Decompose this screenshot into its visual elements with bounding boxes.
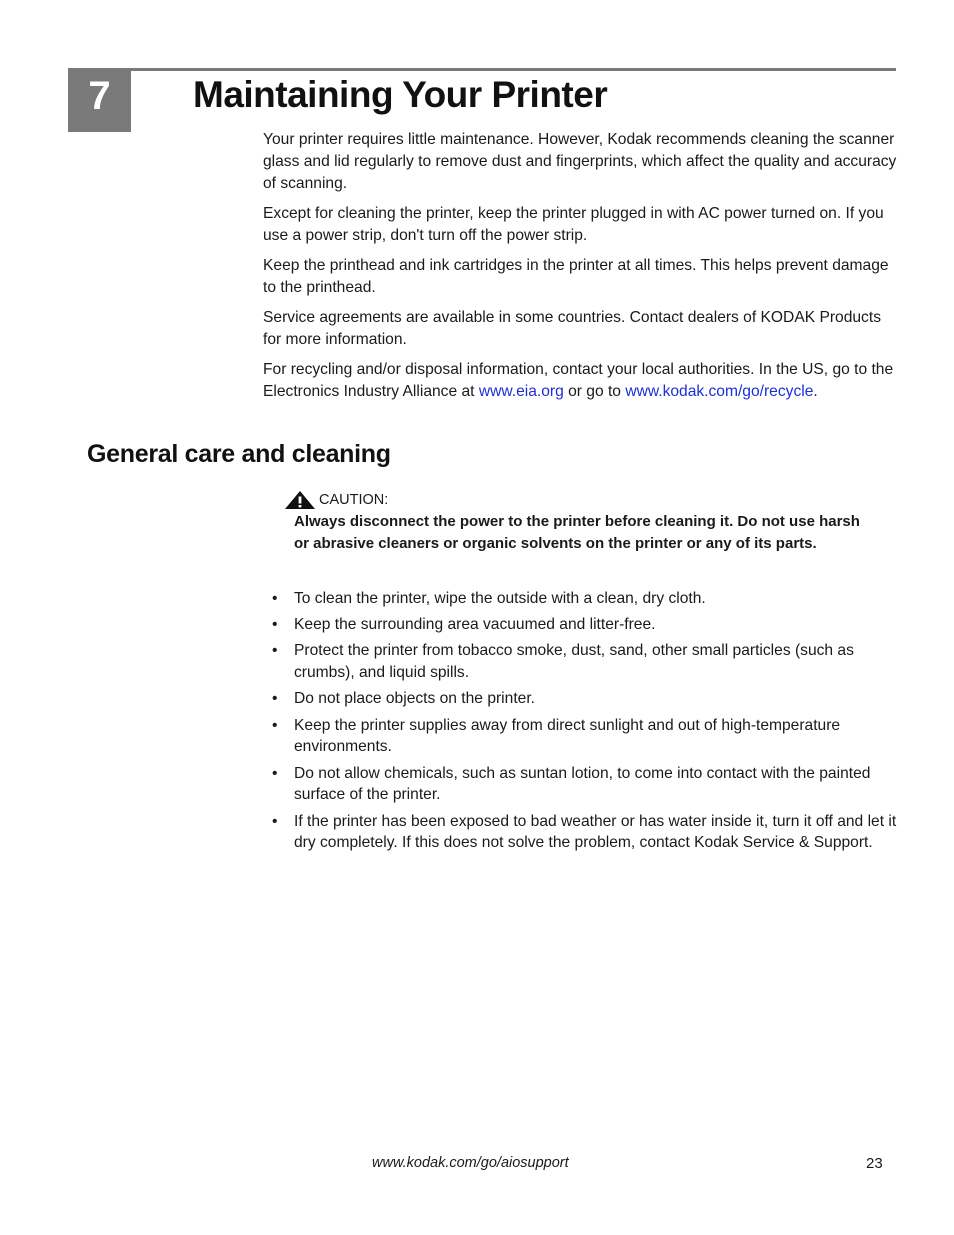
list-item-text: Do not allow chemicals, such as suntan lotion, to come into contact with the painted surface of the printer. <box>294 764 871 804</box>
bullet-icon: • <box>272 812 278 830</box>
list-item-text: Protect the printer from tobacco smoke, dust, sand, other small particles (such as crumbs), and liquid spills. <box>294 642 854 682</box>
caution-label: CAUTION: <box>319 492 389 508</box>
caution-header <box>284 489 896 511</box>
intro-section <box>263 129 899 411</box>
list-item <box>272 640 900 684</box>
list-item <box>272 715 900 759</box>
list-item <box>272 763 900 807</box>
recycling-text-middle: or go to <box>563 382 626 400</box>
list-item <box>272 614 900 636</box>
list-item-text: Keep the surrounding area vacuumed and litter-free. <box>294 616 656 634</box>
page-number: 23 <box>866 1155 883 1172</box>
section-heading: General care and cleaning <box>87 440 391 468</box>
recycling-text-end: . <box>813 382 818 400</box>
chapter-number: 7 <box>88 74 111 118</box>
list-item-text: Do not place objects on the printer. <box>294 690 535 708</box>
kodak-recycle-link[interactable]: www.kodak.com/go/recycle <box>625 382 814 400</box>
bullet-icon: • <box>272 690 278 708</box>
care-bullet-list <box>272 588 900 859</box>
list-item-text: To clean the printer, wipe the outside with a clean, dry cloth. <box>294 590 706 607</box>
chapter-number-badge <box>68 68 131 132</box>
list-item-text: Keep the printer supplies away from direct sunlight and out of high-temperature environments. <box>294 716 841 756</box>
warning-icon <box>284 490 319 510</box>
intro-paragraph-1: Your printer requires little maintenance. However, Kodak recommends cleaning the scanner glass and lid regularly to remove dust and fingerprints, which affect the quality and accuracy of scanning. <box>263 131 897 192</box>
bullet-icon: • <box>272 590 278 607</box>
intro-paragraph-3: Keep the printhead and ink cartridges in the printer at all times. This helps prevent damage to the printhead. <box>263 256 889 296</box>
footer-support-url: www.kodak.com/go/aiosupport <box>372 1155 569 1171</box>
chapter-rule <box>68 68 896 71</box>
caution-block <box>284 489 896 555</box>
page-title: Maintaining Your Printer <box>193 74 608 115</box>
list-item <box>272 688 900 710</box>
bullet-icon: • <box>272 716 278 734</box>
eia-link[interactable]: www.eia.org <box>478 382 564 400</box>
list-item <box>272 811 900 855</box>
caution-text: Always disconnect the power to the printer before cleaning it. Do not use harsh or abrasive cleaners or organic solvents on the printer or any of its parts. <box>294 513 860 552</box>
list-item <box>272 588 900 610</box>
bullet-icon: • <box>272 764 278 782</box>
list-item-text: If the printer has been exposed to bad weather or has water inside it, turn it off and let it dry completely. If this does not solve the problem, contact Kodak Service & Support. <box>294 812 897 852</box>
recycling-text: For recycling and/or disposal information, contact your local authorities. In the US, go to the Electronics Industry Alliance at <box>263 361 894 400</box>
bullet-icon: • <box>272 642 278 660</box>
bullet-icon: • <box>272 616 278 634</box>
intro-paragraph-4: Service agreements are available in some countries. Contact dealers of KODAK Products for more information. <box>263 309 881 348</box>
intro-paragraph-5 <box>263 359 899 403</box>
intro-paragraph-2: Except for cleaning the printer, keep the printer plugged in with AC power turned on. If you use a power strip, don't turn off the power strip. <box>263 204 884 244</box>
